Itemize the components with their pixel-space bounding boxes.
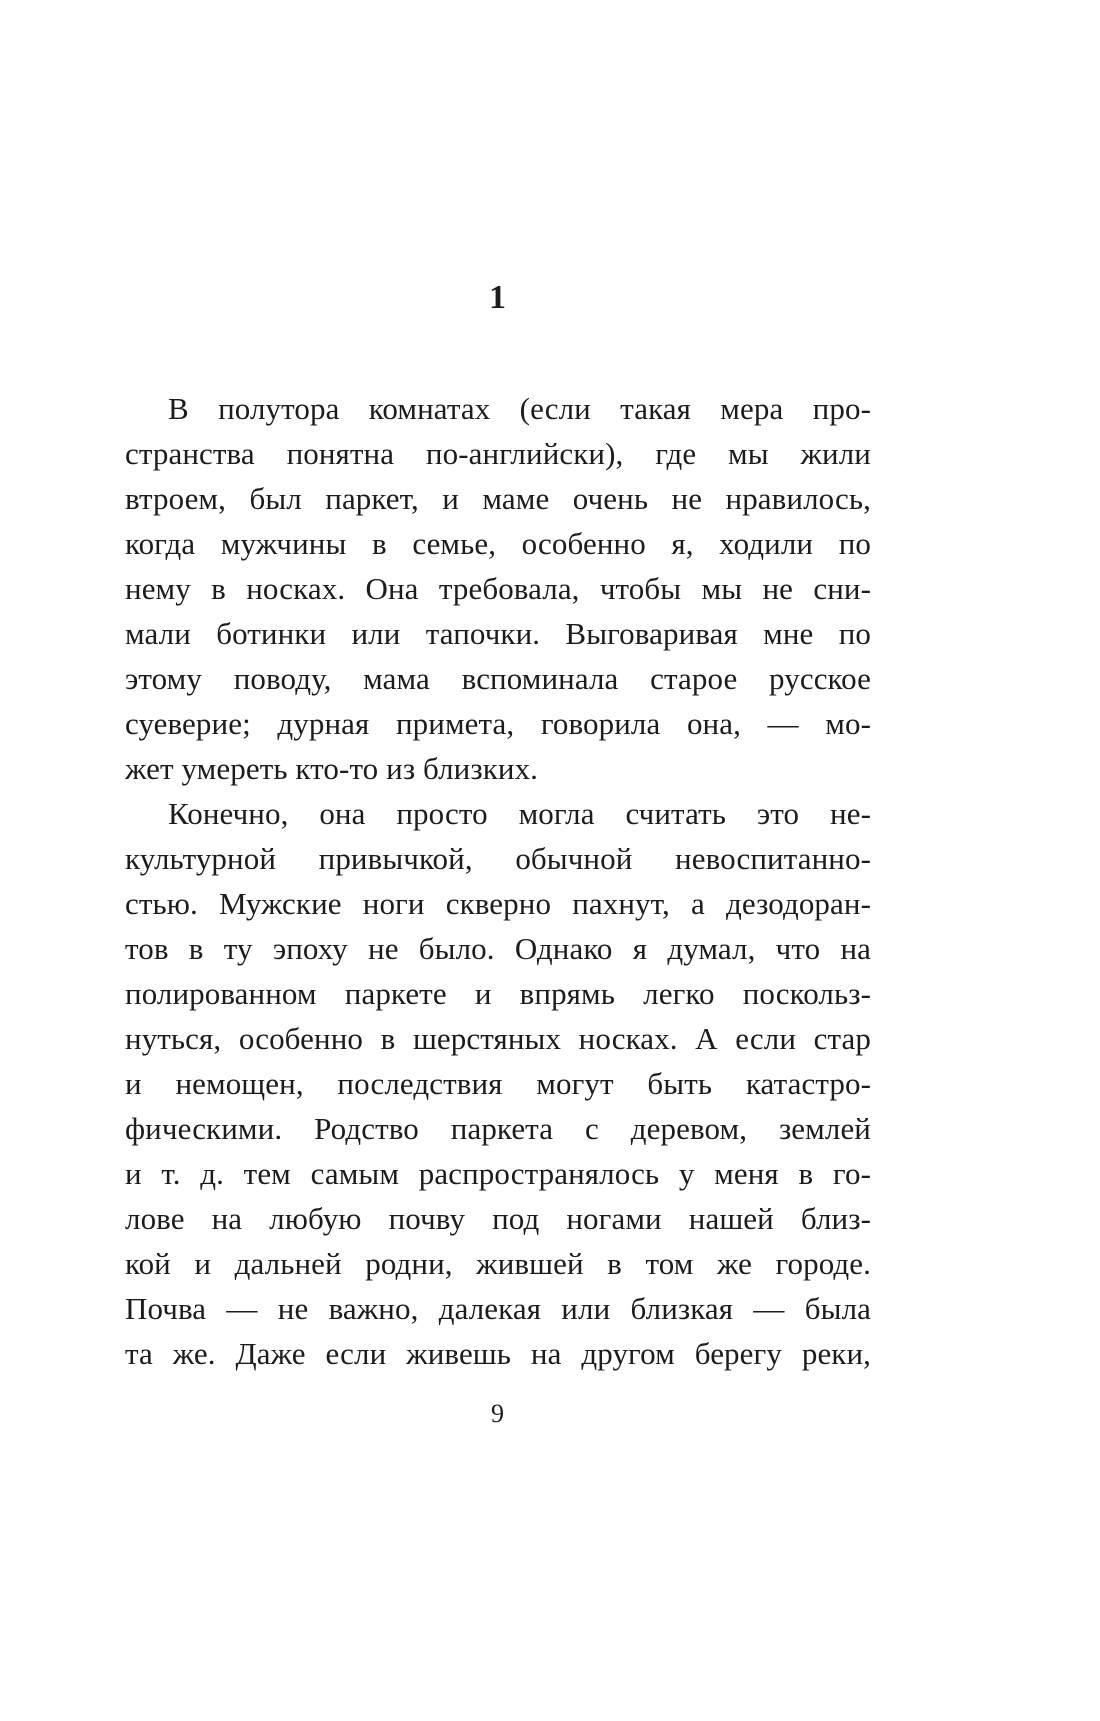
text-line: та же. Даже если живешь на другом берегу реки, xyxy=(125,1336,871,1371)
text-line: нему в носках. Она требовала, чтобы мы не сни- xyxy=(125,571,871,606)
text-line: нуться, особенно в шерстяных носках. А если стар xyxy=(125,1021,871,1056)
text-line: жет умереть кто-то из близких. xyxy=(125,751,539,786)
text-line: тов в ту эпоху не было. Однако я думал, что на xyxy=(125,931,871,966)
paragraph-2 xyxy=(125,791,871,1376)
text-line: культурной привычкой, обычной невоспитанно- xyxy=(125,841,871,876)
text-line: и т. д. тем самым распространялось у меня в го- xyxy=(125,1156,871,1191)
text-line: фическими. Родство паркета с деревом, землей xyxy=(125,1111,871,1146)
text-line: Конечно, она просто могла считать это не- xyxy=(168,796,871,831)
text-line: В полутора комнатах (если такая мера про- xyxy=(168,391,871,426)
text-line: втроем, был паркет, и маме очень не нравилось, xyxy=(125,481,871,516)
text-line: Почва — не важно, далекая или близкая — была xyxy=(125,1291,871,1326)
body-text xyxy=(125,386,871,1376)
text-line: кой и дальней родни, жившей в том же городе. xyxy=(125,1246,871,1281)
text-line: стью. Мужские ноги скверно пахнут, а дезодоран- xyxy=(125,886,871,921)
text-line: мали ботинки или тапочки. Выговаривая мне по xyxy=(125,616,871,651)
text-line: суеверие; дурная примета, говорила она, — мо- xyxy=(125,706,871,741)
paragraph-1 xyxy=(125,386,871,791)
text-line: полированном паркете и впрямь легко поскольз- xyxy=(125,976,871,1011)
chapter-number: 1 xyxy=(489,279,506,316)
text-line: лове на любую почву под ногами нашей близ- xyxy=(125,1201,871,1236)
text-line: и немощен, последствия могут быть катастро- xyxy=(125,1066,871,1101)
text-line: странства понятна по-английски), где мы жили xyxy=(125,436,871,471)
page-number: 9 xyxy=(491,1399,504,1428)
text-line: когда мужчины в семье, особенно я, ходили по xyxy=(125,526,871,561)
text-line: этому поводу, мама вспоминала старое русское xyxy=(125,661,871,696)
